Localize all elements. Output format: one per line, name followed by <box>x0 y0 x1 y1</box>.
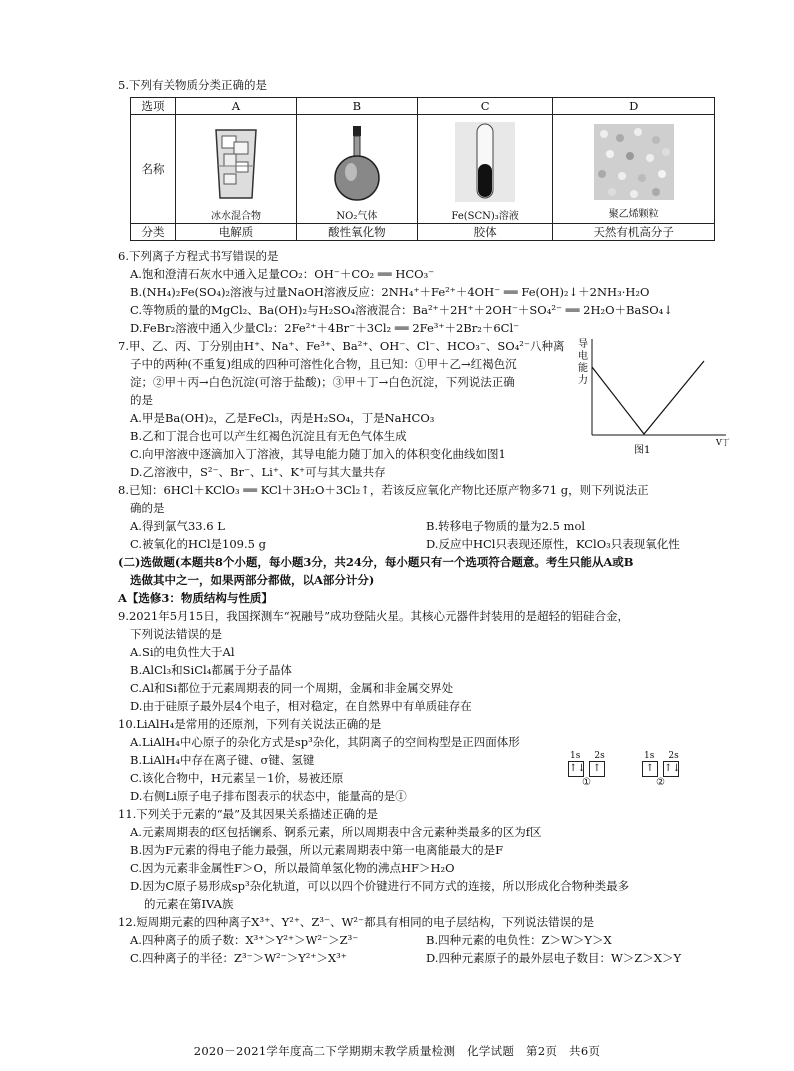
orbital-tag: ② <box>656 777 665 788</box>
section2-partA: A【选修3：物质结构与性质】 <box>118 591 273 605</box>
q11-option-a: A.元素周期表的f区包括镧系、锕系元素，所以周期表中含元素种类最多的区为f区 <box>130 825 542 839</box>
orbital-box: ↑↓ <box>568 761 584 777</box>
class-cell: 酸性氧化物 <box>296 224 417 241</box>
q9-option-b: B.AlCl₃和SiCl₄都属于分子晶体 <box>130 663 292 677</box>
row-label: 分类 <box>131 224 176 241</box>
header-cell: 选项 <box>131 98 176 115</box>
caption-d: 聚乙烯颗粒 <box>608 209 659 220</box>
q9-option-c: C.Al和Si都位于元素周期表的同一个周期，金属和非金属交界处 <box>130 681 454 695</box>
q11-option-c: C.因为元素非金属性F＞O，所以最简单氢化物的沸点HF＞H₂O <box>130 861 455 875</box>
header-cell: C <box>417 98 553 115</box>
q8-options-row2 <box>130 535 734 553</box>
q7-option-a: A.甲是Ba(OH)₂，乙是FeCl₃，丙是H₂SO₄，丁是NaHCO₃ <box>130 411 435 425</box>
ice-water-glass-image <box>206 122 266 202</box>
q9-stem-line1: 9.2021年5月15日，我国探测车“祝融号”成功登陆火星。其核心元器件封装用的是超轻的铝硅合金， <box>118 609 629 623</box>
q12-options-row1 <box>130 931 734 949</box>
image-cell-b <box>296 115 417 224</box>
q10-option-d: D.右侧Li原子电子排布图表示的状态中，能量高的是① <box>130 789 407 803</box>
table-header-row <box>131 98 715 115</box>
caption-a: 冰水混合物 <box>210 211 261 222</box>
class-cell: 天然有机高分子 <box>553 224 715 241</box>
q10-block <box>118 715 734 805</box>
q8-stem-line1: 8.已知：6HCl＋KClO₃ ══ KCl＋3H₂O＋3Cl₂↑，若该反应氧化产物比还原产物多71 g，则下列说法正 <box>118 483 649 497</box>
q7-option-d: D.乙溶液中，S²⁻、Br⁻、Li⁺、K⁺可与其大量共存 <box>130 465 386 479</box>
orbital-label: 1s <box>570 751 581 761</box>
q5-stem: 5.下列有关物质分类正确的是 <box>118 78 267 92</box>
q6-stem: 6.下列离子方程式书写错误的是 <box>118 249 279 263</box>
q12-stem: 12.短周期元素的四种离子X³⁺、Y²⁺、Z³⁻、W²⁻都具有相同的电子层结构，下列说法错误的是 <box>118 915 595 929</box>
table-image-row <box>131 115 715 224</box>
q8-option-b: B.转移电子物质的量为2.5 mol <box>426 519 586 533</box>
header-cell: D <box>553 98 715 115</box>
q7-stem-line2: 子中的两种(不重复)组成的四种可溶性化合物，且已知：①甲＋乙→红褐色沉 <box>130 357 517 371</box>
image-cell-c <box>417 115 553 224</box>
q12-option-b: B.四种元素的电负性：Z＞W＞Y＞X <box>426 933 612 947</box>
page-footer: 2020－2021学年度高二下学期期末教学质量检测 化学试题 第2页 共6页 <box>193 1044 601 1058</box>
q12-options-row2 <box>130 949 734 967</box>
q8-option-a: A.得到氯气33.6 L <box>130 519 225 533</box>
orbital-label: 2s <box>594 751 605 761</box>
q10-option-b: B.LiAlH₄中存在离子键、σ键、氢键 <box>130 753 315 767</box>
image-cell-a <box>176 115 297 224</box>
q12-option-a: A.四种离子的质子数：X³⁺＞Y²⁺＞W²⁻＞Z³⁻ <box>130 933 359 947</box>
q5-table <box>130 97 715 241</box>
graph-curve <box>592 361 704 434</box>
class-cell: 胶体 <box>417 224 553 241</box>
q8-option-d: D.反应中HCl只表现还原性，KClO₃只表现氧化性 <box>426 537 680 551</box>
graph-ylabel-char: 电 <box>578 351 588 362</box>
q6-option-d: D.FeBr₂溶液中通入少量Cl₂：2Fe²⁺＋4Br⁻＋3Cl₂ ══ 2Fe³⁺＋2Br₂＋6Cl⁻ <box>130 321 520 335</box>
section2-line2: 选做其中之一，如果两部分都做，以A部分计分) <box>130 573 375 587</box>
graph-ylabel-char: 导 <box>578 339 588 350</box>
q10-stem: 10.LiAlH₄是常用的还原剂，下列有关说法正确的是 <box>118 717 382 731</box>
header-cell: B <box>296 98 417 115</box>
row-label: 名称 <box>131 115 176 224</box>
q7-option-b: B.乙和丁混合也可以产生红褐色沉淀且有无色气体生成 <box>130 429 407 443</box>
q11-option-b: B.因为F元素的得电子能力最强，所以元素周期表中第一电离能最大的是F <box>130 843 504 857</box>
table-class-row <box>131 224 715 241</box>
image-cell-d <box>553 115 715 224</box>
graph-caption: 图1 <box>634 445 651 456</box>
q9-stem-line2: 下列说法错误的是 <box>130 627 222 641</box>
q10-option-a: A.LiAlH₄中心原子的杂化方式是sp³杂化，其阴离子的空间构型是正四面体形 <box>130 735 520 749</box>
q12-option-d: D.四种元素原子的最外层电子数目：W＞Z＞X＞Y <box>426 951 682 965</box>
polyethylene-granules-image <box>594 124 674 200</box>
q9-option-a: A.Si的电负性大于Al <box>130 645 235 659</box>
q11-stem: 11.下列关于元素的“最”及其因果关系描述正确的是 <box>118 807 379 821</box>
q10-option-c: C.该化合物中，H元素呈－1价，易被还原 <box>130 771 344 785</box>
q11-option-d-line2: 的元素在第IVA族 <box>144 897 234 911</box>
caption-b: NO₂气体 <box>336 211 378 222</box>
q8-stem-line2: 确的是 <box>130 501 165 515</box>
q9-option-d: D.由于硅原子最外层4个电子，相对稳定，在自然界中有单质硅存在 <box>130 699 472 713</box>
orbital-diagram-1 <box>568 751 605 788</box>
header-cell: A <box>176 98 297 115</box>
orbital-box: ↑ <box>589 761 605 777</box>
q7-stem-line3: 淀；②甲＋丙→白色沉淀(可溶于盐酸)；③甲＋丁→白色沉淀，下列说法正确 <box>130 375 515 389</box>
graph-xlabel: V丁 <box>716 438 730 447</box>
q7-stem-line1: 7.甲、乙、丙、丁分别由H⁺、Na⁺、Fe³⁺、Ba²⁺、OH⁻、Cl⁻、HCO₃⁻、SO₄²⁻八种离 <box>118 339 565 353</box>
orbital-box: ↑ <box>642 761 658 777</box>
graph-ylabel-char: 能 <box>578 363 588 374</box>
q12-option-c: C.四种离子的半径：Z³⁻＞W²⁻＞Y²⁺＞X³⁺ <box>130 951 347 965</box>
q6-option-b: B.(NH₄)₂Fe(SO₄)₂溶液与过量NaOH溶液反应：2NH₄⁺＋Fe²⁺＋4OH⁻ ══ Fe(OH)₂↓＋2NH₃·H₂O <box>130 285 650 299</box>
q11-option-d-line1: D.因为C原子易形成sp³杂化轨道，可以以四个价键进行不同方式的连接，所以形成化合物种类最多 <box>130 879 630 893</box>
class-cell: 电解质 <box>176 224 297 241</box>
q7-option-c: C.向甲溶液中逐滴加入丁溶液，其导电能力随丁加入的体积变化曲线如图1 <box>130 447 506 461</box>
caption-c: Fe(SCN)₃溶液 <box>451 211 519 222</box>
no2-flask-image <box>327 122 387 202</box>
orbital-diagram-2 <box>642 751 679 788</box>
q6-option-c: C.等物质的量的MgCl₂、Ba(OH)₂与H₂SO₄溶液混合：Ba²⁺＋2H⁺＋2OH⁻＋SO₄²⁻ ══ 2H₂O＋BaSO₄↓ <box>130 303 673 317</box>
graph-ylabel-char: 力 <box>578 375 588 386</box>
q7-stem-line4: 的是 <box>130 393 153 407</box>
orbital-label: 1s <box>644 751 655 761</box>
orbital-tag: ① <box>582 777 591 788</box>
section2-line1: (二)选做题(本题共8个小题，每小题3分，共24分，每小题只有一个选项符合题意。考生只能从A或B <box>118 555 634 569</box>
q8-options-row1 <box>130 517 734 535</box>
q6-option-a: A.饱和澄清石灰水中通入足量CO₂：OH⁻＋CO₂ ══ HCO₃⁻ <box>130 267 435 281</box>
q7-block <box>118 337 734 481</box>
conductivity-graph <box>576 337 736 477</box>
orbital-label: 2s <box>668 751 679 761</box>
orbital-box: ↑↓ <box>663 761 679 777</box>
test-tube-image <box>455 122 515 202</box>
q8-option-c: C.被氧化的HCl是109.5 g <box>130 537 266 551</box>
